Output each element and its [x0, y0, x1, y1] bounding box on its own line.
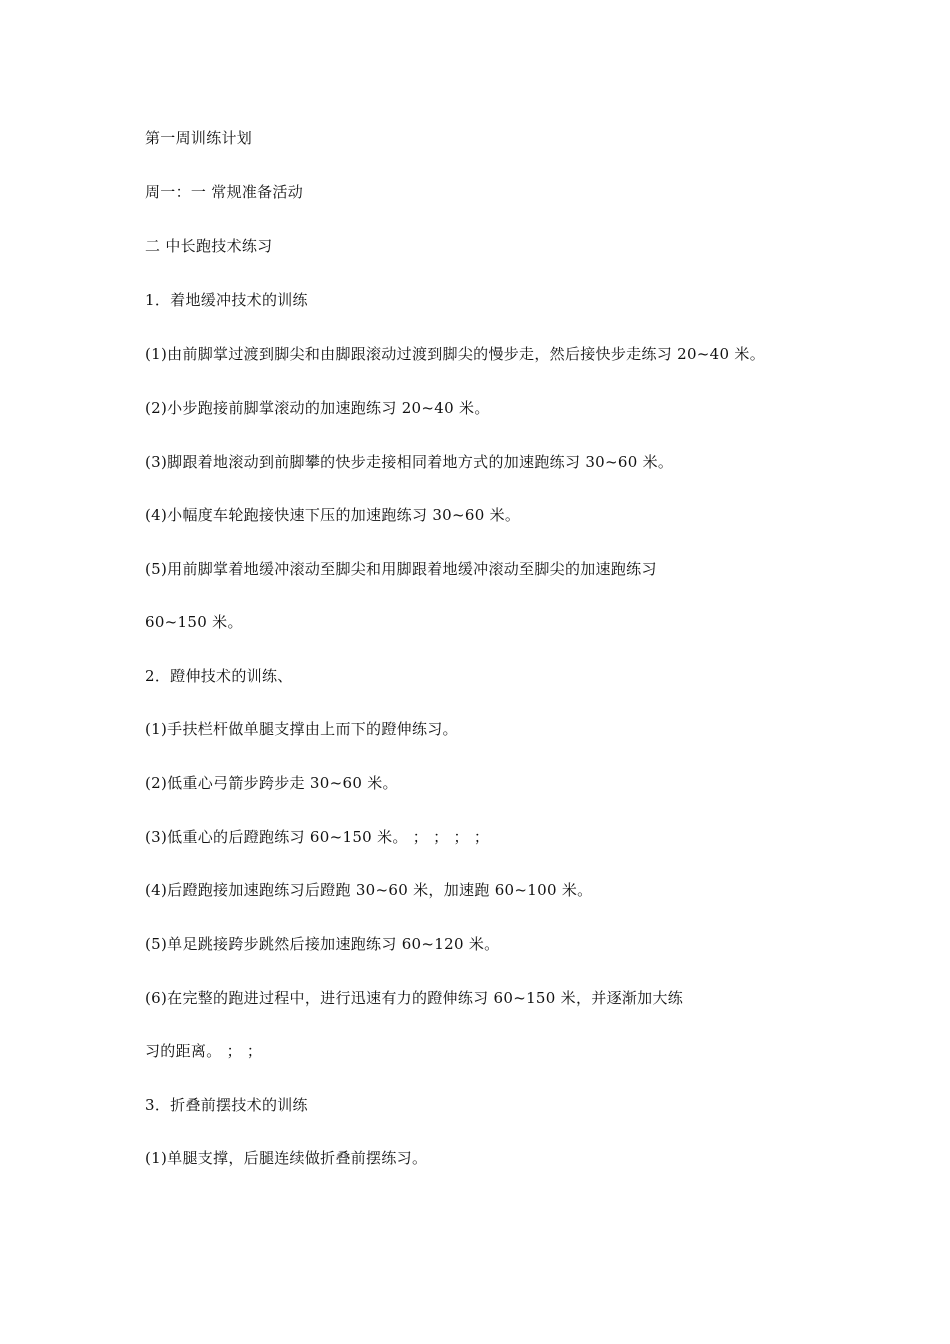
list-item: (3)脚跟着地滚动到前脚攀的快步走接相同着地方式的加速跑练习 30~60 米。: [145, 453, 674, 471]
list-item: (1)手扶栏杆做单腿支撑由上而下的蹬伸练习。: [145, 720, 458, 738]
list-item: (6)在完整的跑进过程中，进行迅速有力的蹬伸练习 60~150 米，并逐渐加大练: [145, 989, 684, 1007]
list-item: (3)低重心的后蹬跑练习 60~150 米。 ； ； ； ；: [145, 828, 490, 846]
list-item: (1)单腿支撑，后腿连续做折叠前摆练习。: [145, 1149, 428, 1167]
list-item-continuation: 60~150 米。: [145, 613, 243, 631]
text-line: 周一：一 常规准备活动: [145, 183, 304, 201]
list-item: (5)单足跳接跨步跳然后接加速跑练习 60~120 米。: [145, 935, 500, 953]
section-heading: 二 中长跑技术练习: [145, 237, 273, 255]
subsection-heading: 1．着地缓冲技术的训练: [145, 291, 308, 309]
subsection-heading: 3．折叠前摆技术的训练: [145, 1096, 308, 1114]
list-item-continuation: 习的距离。 ； ；: [145, 1042, 263, 1060]
list-item: (2)小步跑接前脚掌滚动的加速跑练习 20~40 米。: [145, 399, 490, 417]
list-item: (4)后蹬跑接加速跑练习后蹬跑 30~60 米，加速跑 60~100 米。: [145, 881, 593, 899]
list-item: (1)由前脚掌过渡到脚尖和由脚跟滚动过渡到脚尖的慢步走，然后接快步走练习 20~40 米。: [145, 345, 766, 363]
document-title: 第一周训练计划: [145, 129, 253, 147]
list-item: (2)低重心弓箭步跨步走 30~60 米。: [145, 774, 398, 792]
list-item: (5)用前脚掌着地缓冲滚动至脚尖和用脚跟着地缓冲滚动至脚尖的加速跑练习: [145, 560, 657, 578]
subsection-heading: 2．蹬伸技术的训练、: [145, 667, 293, 685]
list-item: (4)小幅度车轮跑接快速下压的加速跑练习 30~60 米。: [145, 506, 521, 524]
